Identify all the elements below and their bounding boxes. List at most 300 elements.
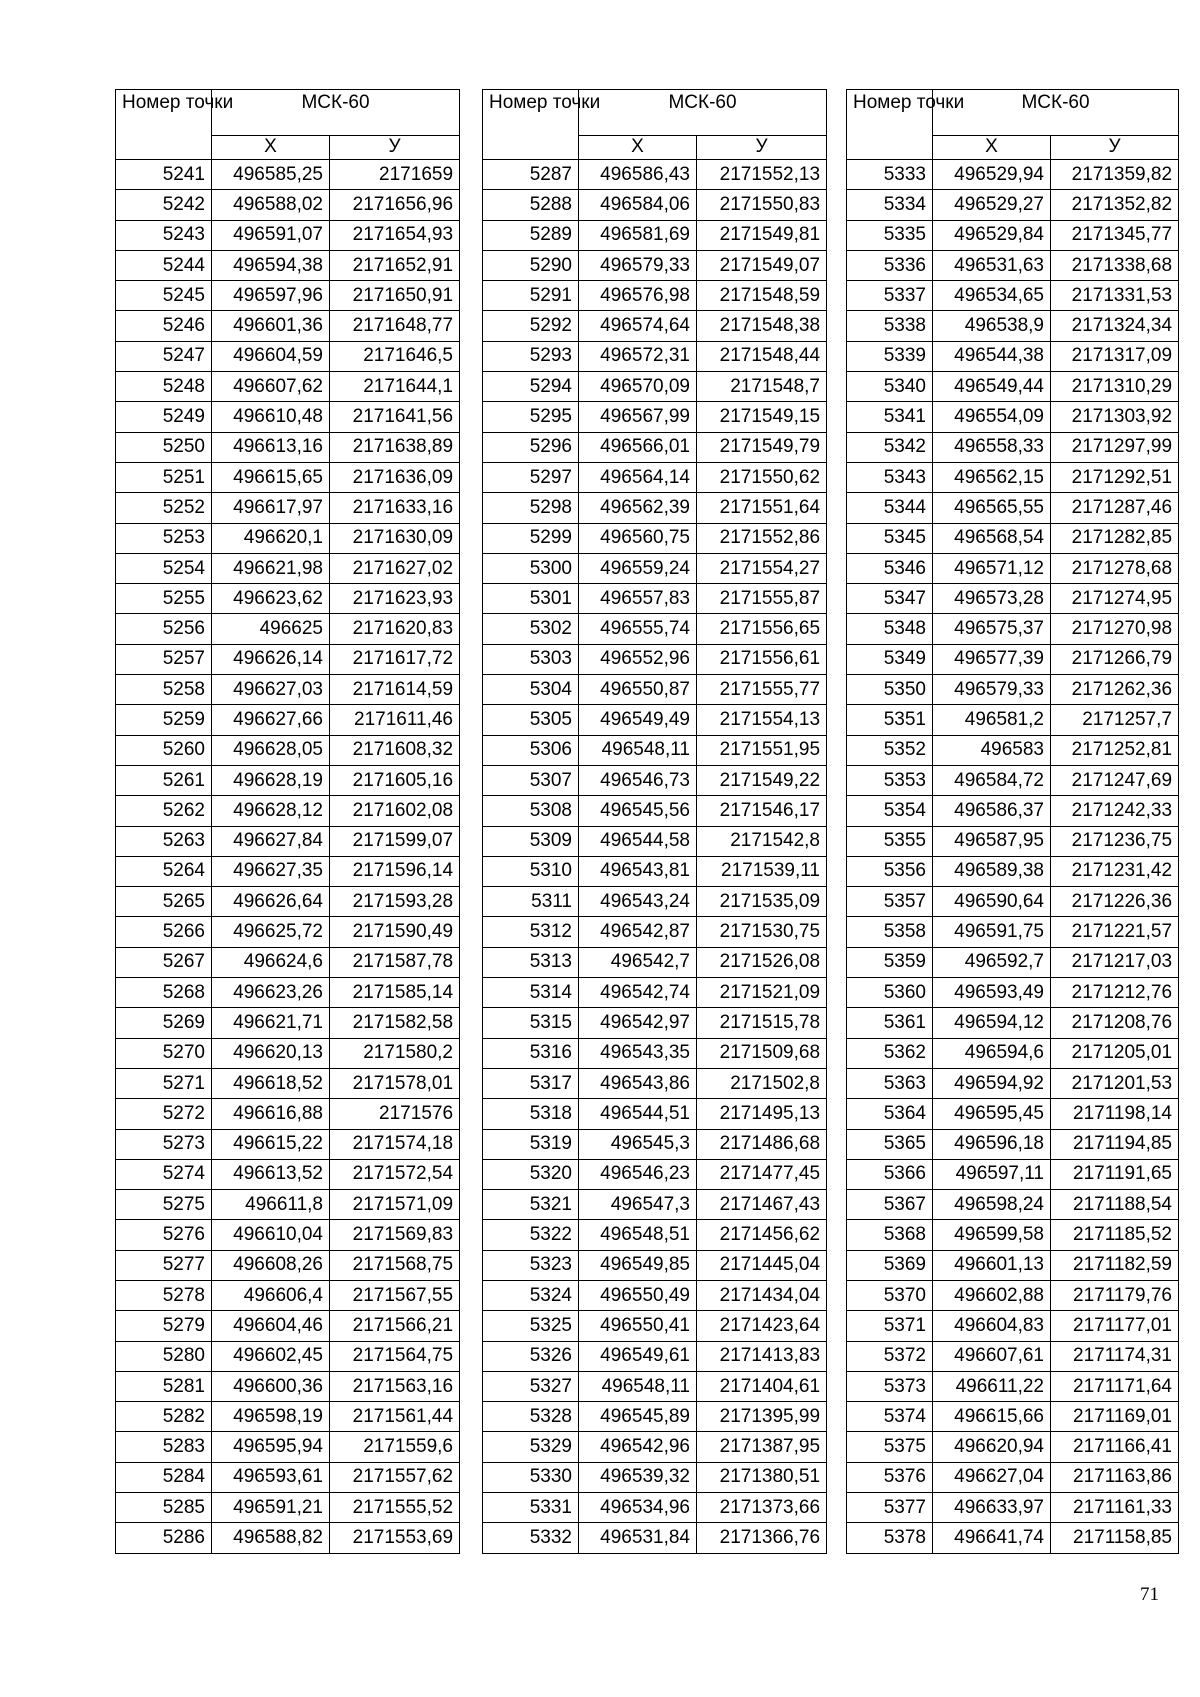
y-coordinate-cell: 2171297,99	[1051, 432, 1179, 462]
y-coordinate-cell: 2171242,33	[1051, 796, 1179, 826]
table-row	[847, 553, 1179, 583]
table-row	[483, 372, 827, 402]
x-coordinate-cell: 496594,6	[933, 1038, 1051, 1068]
x-coordinate-cell: 496607,62	[212, 372, 330, 402]
point-number-cell: 5292	[483, 311, 579, 341]
point-number-cell: 5375	[847, 1432, 933, 1462]
table-row	[116, 584, 460, 614]
x-coordinate-cell: 496549,44	[933, 372, 1051, 402]
point-number-cell: 5345	[847, 523, 933, 553]
y-coordinate-cell: 2171650,91	[330, 281, 460, 311]
x-coordinate-cell: 496593,61	[212, 1462, 330, 1492]
y-coordinate-cell: 2171526,08	[697, 947, 827, 977]
point-number-cell: 5256	[116, 614, 212, 644]
x-coordinate-cell: 496574,64	[579, 311, 697, 341]
x-coordinate-cell: 496601,36	[212, 311, 330, 341]
point-number-cell: 5340	[847, 372, 933, 402]
x-coordinate-cell: 496534,65	[933, 281, 1051, 311]
x-coordinate-cell: 496594,38	[212, 250, 330, 280]
y-coordinate-cell: 2171191,65	[1051, 1159, 1179, 1189]
y-coordinate-cell: 2171201,53	[1051, 1068, 1179, 1098]
x-coordinate-cell: 496611,22	[933, 1371, 1051, 1401]
x-coordinate-cell: 496626,14	[212, 644, 330, 674]
table-row	[483, 644, 827, 674]
y-coordinate-cell: 2171352,82	[1051, 190, 1179, 220]
y-coordinate-cell: 2171552,86	[697, 523, 827, 553]
x-coordinate-cell: 496620,1	[212, 523, 330, 553]
table-row	[116, 614, 460, 644]
y-coordinate-cell: 2171423,64	[697, 1311, 827, 1341]
x-coordinate-cell: 496542,74	[579, 978, 697, 1008]
table-row	[116, 1190, 460, 1220]
table-row	[116, 1523, 460, 1553]
table-row	[116, 220, 460, 250]
point-number-cell: 5305	[483, 705, 579, 735]
point-number-cell: 5354	[847, 796, 933, 826]
point-number-cell: 5311	[483, 887, 579, 917]
point-number-cell: 5279	[116, 1311, 212, 1341]
table-row	[116, 493, 460, 523]
table-row	[847, 1190, 1179, 1220]
table-row	[483, 1341, 827, 1371]
x-coordinate-cell: 496560,75	[579, 523, 697, 553]
x-coordinate-cell: 496628,19	[212, 765, 330, 795]
point-number-cell: 5266	[116, 917, 212, 947]
point-number-cell: 5368	[847, 1220, 933, 1250]
y-coordinate-cell: 2171550,62	[697, 462, 827, 492]
table-body	[483, 160, 827, 1554]
table-row	[116, 887, 460, 917]
table-row	[483, 220, 827, 250]
y-coordinate-cell: 2171548,59	[697, 281, 827, 311]
table-row	[847, 1493, 1179, 1523]
point-number-cell: 5302	[483, 614, 579, 644]
y-coordinate-cell: 2171171,64	[1051, 1371, 1179, 1401]
x-coordinate-cell: 496604,59	[212, 341, 330, 371]
y-coordinate-cell: 2171366,76	[697, 1523, 827, 1553]
y-coordinate-cell: 2171495,13	[697, 1099, 827, 1129]
x-coordinate-cell: 496539,32	[579, 1462, 697, 1492]
x-coordinate-cell: 496550,87	[579, 675, 697, 705]
point-number-cell: 5370	[847, 1280, 933, 1310]
y-coordinate-cell: 2171596,14	[330, 856, 460, 886]
y-coordinate-cell: 2171387,95	[697, 1432, 827, 1462]
point-number-cell: 5298	[483, 493, 579, 523]
x-coordinate-cell: 496557,83	[579, 584, 697, 614]
x-coordinate-cell: 496573,28	[933, 584, 1051, 614]
coordinate-system-header: МСК-60	[212, 90, 460, 136]
x-coordinate-cell: 496566,01	[579, 432, 697, 462]
x-coordinate-cell: 496529,27	[933, 190, 1051, 220]
table-row	[847, 856, 1179, 886]
table-row	[483, 826, 827, 856]
y-column-header: У	[697, 136, 827, 160]
y-coordinate-cell: 2171324,34	[1051, 311, 1179, 341]
point-number-header: Номер точки	[847, 90, 933, 160]
point-number-cell: 5341	[847, 402, 933, 432]
y-column-header: У	[330, 136, 460, 160]
x-coordinate-cell: 496588,02	[212, 190, 330, 220]
x-coordinate-cell: 496610,04	[212, 1220, 330, 1250]
y-coordinate-cell: 2171576	[330, 1099, 460, 1129]
y-coordinate-cell: 2171194,85	[1051, 1129, 1179, 1159]
x-coordinate-cell: 496534,96	[579, 1493, 697, 1523]
coordinates-table-2	[482, 89, 827, 1554]
x-coordinate-cell: 496598,24	[933, 1190, 1051, 1220]
y-coordinate-cell: 2171166,41	[1051, 1432, 1179, 1462]
point-number-cell: 5271	[116, 1068, 212, 1098]
x-coordinate-cell: 496616,88	[212, 1099, 330, 1129]
table-row	[116, 856, 460, 886]
table-row	[483, 1190, 827, 1220]
table-row	[116, 1068, 460, 1098]
y-coordinate-cell: 2171568,75	[330, 1250, 460, 1280]
x-coordinate-cell: 496542,87	[579, 917, 697, 947]
table-row	[116, 735, 460, 765]
point-number-cell: 5357	[847, 887, 933, 917]
table-row	[847, 372, 1179, 402]
coordinates-table-1	[115, 89, 460, 1554]
y-coordinate-cell: 2171641,56	[330, 402, 460, 432]
table-row	[483, 402, 827, 432]
point-number-cell: 5353	[847, 765, 933, 795]
point-number-cell: 5295	[483, 402, 579, 432]
x-coordinate-cell: 496550,49	[579, 1280, 697, 1310]
y-coordinate-cell: 2171236,75	[1051, 826, 1179, 856]
x-coordinate-cell: 496641,74	[933, 1523, 1051, 1553]
y-coordinate-cell: 2171338,68	[1051, 250, 1179, 280]
point-number-cell: 5258	[116, 675, 212, 705]
table-row	[847, 1250, 1179, 1280]
point-number-cell: 5321	[483, 1190, 579, 1220]
y-coordinate-cell: 2171310,29	[1051, 372, 1179, 402]
point-number-cell: 5251	[116, 462, 212, 492]
y-coordinate-cell: 2171580,2	[330, 1038, 460, 1068]
y-coordinate-cell: 2171636,09	[330, 462, 460, 492]
y-coordinate-cell: 2171548,44	[697, 341, 827, 371]
y-coordinate-cell: 2171257,7	[1051, 705, 1179, 735]
table-row	[847, 644, 1179, 674]
table-row	[116, 1220, 460, 1250]
table-row	[116, 1493, 460, 1523]
y-coordinate-cell: 2171456,62	[697, 1220, 827, 1250]
y-coordinate-cell: 2171564,75	[330, 1341, 460, 1371]
y-coordinate-cell: 2171599,07	[330, 826, 460, 856]
table-row	[847, 765, 1179, 795]
x-coordinate-cell: 496589,38	[933, 856, 1051, 886]
y-coordinate-cell: 2171554,27	[697, 553, 827, 583]
table-row	[116, 765, 460, 795]
point-number-cell: 5303	[483, 644, 579, 674]
x-coordinate-cell: 496602,88	[933, 1280, 1051, 1310]
table-row	[483, 765, 827, 795]
x-coordinate-cell: 496543,81	[579, 856, 697, 886]
y-coordinate-cell: 2171212,76	[1051, 978, 1179, 1008]
table-row	[483, 614, 827, 644]
y-coordinate-cell: 2171654,93	[330, 220, 460, 250]
point-number-cell: 5304	[483, 675, 579, 705]
x-coordinate-cell: 496621,71	[212, 1008, 330, 1038]
y-coordinate-cell: 2171555,77	[697, 675, 827, 705]
table-row	[483, 1311, 827, 1341]
x-coordinate-cell: 496571,12	[933, 553, 1051, 583]
x-coordinate-cell: 496583	[933, 735, 1051, 765]
table-row	[483, 947, 827, 977]
x-coordinate-cell: 496555,74	[579, 614, 697, 644]
table-row	[116, 1250, 460, 1280]
table-row	[483, 917, 827, 947]
table-row	[847, 1159, 1179, 1189]
x-coordinate-cell: 496624,6	[212, 947, 330, 977]
x-coordinate-cell: 496617,97	[212, 493, 330, 523]
x-coordinate-cell: 496542,97	[579, 1008, 697, 1038]
point-number-cell: 5339	[847, 341, 933, 371]
x-coordinate-cell: 496585,25	[212, 160, 330, 190]
y-coordinate-cell: 2171556,61	[697, 644, 827, 674]
point-number-cell: 5275	[116, 1190, 212, 1220]
point-number-cell: 5367	[847, 1190, 933, 1220]
point-number-cell: 5282	[116, 1402, 212, 1432]
point-number-cell: 5269	[116, 1008, 212, 1038]
point-number-cell: 5300	[483, 553, 579, 583]
point-number-cell: 5336	[847, 250, 933, 280]
x-coordinate-cell: 496620,13	[212, 1038, 330, 1068]
point-number-cell: 5350	[847, 675, 933, 705]
y-coordinate-cell: 2171303,92	[1051, 402, 1179, 432]
y-coordinate-cell: 2171605,16	[330, 765, 460, 795]
y-coordinate-cell: 2171221,57	[1051, 917, 1179, 947]
x-coordinate-cell: 496586,43	[579, 160, 697, 190]
x-coordinate-cell: 496623,62	[212, 584, 330, 614]
point-number-cell: 5352	[847, 735, 933, 765]
table-row	[116, 1341, 460, 1371]
table-row	[483, 190, 827, 220]
x-coordinate-cell: 496621,98	[212, 553, 330, 583]
y-coordinate-cell: 2171638,89	[330, 432, 460, 462]
point-number-cell: 5291	[483, 281, 579, 311]
table-row	[847, 1038, 1179, 1068]
x-coordinate-cell: 496544,38	[933, 341, 1051, 371]
point-number-cell: 5306	[483, 735, 579, 765]
table-row	[847, 402, 1179, 432]
y-coordinate-cell: 2171585,14	[330, 978, 460, 1008]
table-row	[847, 160, 1179, 190]
table-row	[483, 1038, 827, 1068]
table-row	[483, 796, 827, 826]
table-row	[847, 493, 1179, 523]
table-row	[483, 462, 827, 492]
table-row	[116, 432, 460, 462]
point-number-cell: 5259	[116, 705, 212, 735]
point-number-cell: 5287	[483, 160, 579, 190]
x-coordinate-cell: 496627,66	[212, 705, 330, 735]
x-coordinate-cell: 496543,24	[579, 887, 697, 917]
y-coordinate-cell: 2171548,38	[697, 311, 827, 341]
y-coordinate-cell: 2171582,58	[330, 1008, 460, 1038]
point-number-cell: 5377	[847, 1493, 933, 1523]
y-coordinate-cell: 2171404,61	[697, 1371, 827, 1401]
point-number-cell: 5272	[116, 1099, 212, 1129]
y-coordinate-cell: 2171561,44	[330, 1402, 460, 1432]
y-coordinate-cell: 2171359,82	[1051, 160, 1179, 190]
point-number-cell: 5247	[116, 341, 212, 371]
y-coordinate-cell: 2171551,64	[697, 493, 827, 523]
point-number-cell: 5338	[847, 311, 933, 341]
y-coordinate-cell: 2171555,87	[697, 584, 827, 614]
table-row	[847, 190, 1179, 220]
y-coordinate-cell: 2171208,76	[1051, 1008, 1179, 1038]
table-row	[847, 1402, 1179, 1432]
table-row	[847, 220, 1179, 250]
y-coordinate-cell: 2171182,59	[1051, 1250, 1179, 1280]
point-number-cell: 5322	[483, 1220, 579, 1250]
x-coordinate-cell: 496608,26	[212, 1250, 330, 1280]
point-number-header: Номер точки	[483, 90, 579, 160]
x-coordinate-cell: 496594,92	[933, 1068, 1051, 1098]
y-coordinate-cell: 2171633,16	[330, 493, 460, 523]
point-number-cell: 5283	[116, 1432, 212, 1462]
y-coordinate-cell: 2171569,83	[330, 1220, 460, 1250]
point-number-cell: 5277	[116, 1250, 212, 1280]
point-number-cell: 5356	[847, 856, 933, 886]
table-row	[483, 1432, 827, 1462]
point-number-cell: 5378	[847, 1523, 933, 1553]
table-row	[483, 1402, 827, 1432]
point-number-cell: 5243	[116, 220, 212, 250]
x-coordinate-cell: 496610,48	[212, 402, 330, 432]
point-number-cell: 5359	[847, 947, 933, 977]
x-coordinate-cell: 496548,11	[579, 1371, 697, 1401]
table-row	[116, 1159, 460, 1189]
table-row	[483, 735, 827, 765]
x-coordinate-cell: 496565,55	[933, 493, 1051, 523]
x-coordinate-cell: 496545,3	[579, 1129, 697, 1159]
table-row	[847, 947, 1179, 977]
y-coordinate-cell: 2171549,07	[697, 250, 827, 280]
y-coordinate-cell: 2171539,11	[697, 856, 827, 886]
y-coordinate-cell: 2171380,51	[697, 1462, 827, 1492]
point-number-cell: 5281	[116, 1371, 212, 1401]
y-coordinate-cell: 2171602,08	[330, 796, 460, 826]
y-coordinate-cell: 2171252,81	[1051, 735, 1179, 765]
point-number-cell: 5264	[116, 856, 212, 886]
y-coordinate-cell: 2171574,18	[330, 1129, 460, 1159]
table-row	[483, 856, 827, 886]
table-row	[847, 341, 1179, 371]
table-row	[116, 1280, 460, 1310]
point-number-cell: 5261	[116, 765, 212, 795]
table-body	[847, 160, 1179, 1554]
x-coordinate-cell: 496594,12	[933, 1008, 1051, 1038]
x-coordinate-cell: 496599,58	[933, 1220, 1051, 1250]
x-coordinate-cell: 496597,11	[933, 1159, 1051, 1189]
table-row	[483, 341, 827, 371]
point-number-cell: 5330	[483, 1462, 579, 1492]
y-coordinate-cell: 2171287,46	[1051, 493, 1179, 523]
point-number-cell: 5248	[116, 372, 212, 402]
x-coordinate-cell: 496546,23	[579, 1159, 697, 1189]
table-row	[116, 1371, 460, 1401]
page-number: 71	[1140, 1584, 1159, 1605]
table-row	[847, 584, 1179, 614]
table-row	[483, 1280, 827, 1310]
point-number-cell: 5278	[116, 1280, 212, 1310]
point-number-cell: 5310	[483, 856, 579, 886]
point-number-cell: 5276	[116, 1220, 212, 1250]
y-coordinate-cell: 2171644,1	[330, 372, 460, 402]
table-row	[483, 250, 827, 280]
y-coordinate-cell: 2171549,81	[697, 220, 827, 250]
point-number-cell: 5358	[847, 917, 933, 947]
point-number-cell: 5344	[847, 493, 933, 523]
y-coordinate-cell: 2171467,43	[697, 1190, 827, 1220]
y-coordinate-cell: 2171445,04	[697, 1250, 827, 1280]
y-coordinate-cell: 2171373,66	[697, 1493, 827, 1523]
x-coordinate-cell: 496548,51	[579, 1220, 697, 1250]
x-coordinate-cell: 496595,45	[933, 1099, 1051, 1129]
y-coordinate-cell: 2171231,42	[1051, 856, 1179, 886]
y-coordinate-cell: 2171549,79	[697, 432, 827, 462]
table-row	[847, 311, 1179, 341]
table-row	[847, 432, 1179, 462]
y-coordinate-cell: 2171198,14	[1051, 1099, 1179, 1129]
point-number-cell: 5369	[847, 1250, 933, 1280]
x-coordinate-cell: 496544,51	[579, 1099, 697, 1129]
y-coordinate-cell: 2171174,31	[1051, 1341, 1179, 1371]
point-number-cell: 5254	[116, 553, 212, 583]
table-row	[116, 1099, 460, 1129]
point-number-cell: 5327	[483, 1371, 579, 1401]
x-coordinate-cell: 496627,03	[212, 675, 330, 705]
table-row	[847, 887, 1179, 917]
table-row	[483, 1008, 827, 1038]
x-coordinate-cell: 496597,96	[212, 281, 330, 311]
y-coordinate-cell: 2171620,83	[330, 614, 460, 644]
table-row	[847, 917, 1179, 947]
table-row	[847, 1280, 1179, 1310]
table-row	[847, 1068, 1179, 1098]
x-coordinate-cell: 496531,84	[579, 1523, 697, 1553]
table-row	[116, 311, 460, 341]
x-coordinate-cell: 496564,14	[579, 462, 697, 492]
table-row	[116, 1038, 460, 1068]
table-row	[847, 462, 1179, 492]
x-coordinate-cell: 496562,39	[579, 493, 697, 523]
x-coordinate-cell: 496598,19	[212, 1402, 330, 1432]
point-number-cell: 5244	[116, 250, 212, 280]
y-coordinate-cell: 2171578,01	[330, 1068, 460, 1098]
x-coordinate-cell: 496602,45	[212, 1341, 330, 1371]
point-number-cell: 5299	[483, 523, 579, 553]
x-coordinate-cell: 496606,4	[212, 1280, 330, 1310]
y-coordinate-cell: 2171550,83	[697, 190, 827, 220]
y-coordinate-cell: 2171434,04	[697, 1280, 827, 1310]
y-coordinate-cell: 2171555,52	[330, 1493, 460, 1523]
y-coordinate-cell: 2171345,77	[1051, 220, 1179, 250]
point-number-cell: 5297	[483, 462, 579, 492]
point-number-cell: 5348	[847, 614, 933, 644]
y-coordinate-cell: 2171217,03	[1051, 947, 1179, 977]
point-number-cell: 5260	[116, 735, 212, 765]
y-coordinate-cell: 2171262,36	[1051, 675, 1179, 705]
point-number-cell: 5293	[483, 341, 579, 371]
x-coordinate-cell: 496593,49	[933, 978, 1051, 1008]
x-coordinate-cell: 496529,84	[933, 220, 1051, 250]
table-row	[483, 887, 827, 917]
y-coordinate-cell: 2171515,78	[697, 1008, 827, 1038]
x-coordinate-cell: 496595,94	[212, 1432, 330, 1462]
x-coordinate-cell: 496575,37	[933, 614, 1051, 644]
